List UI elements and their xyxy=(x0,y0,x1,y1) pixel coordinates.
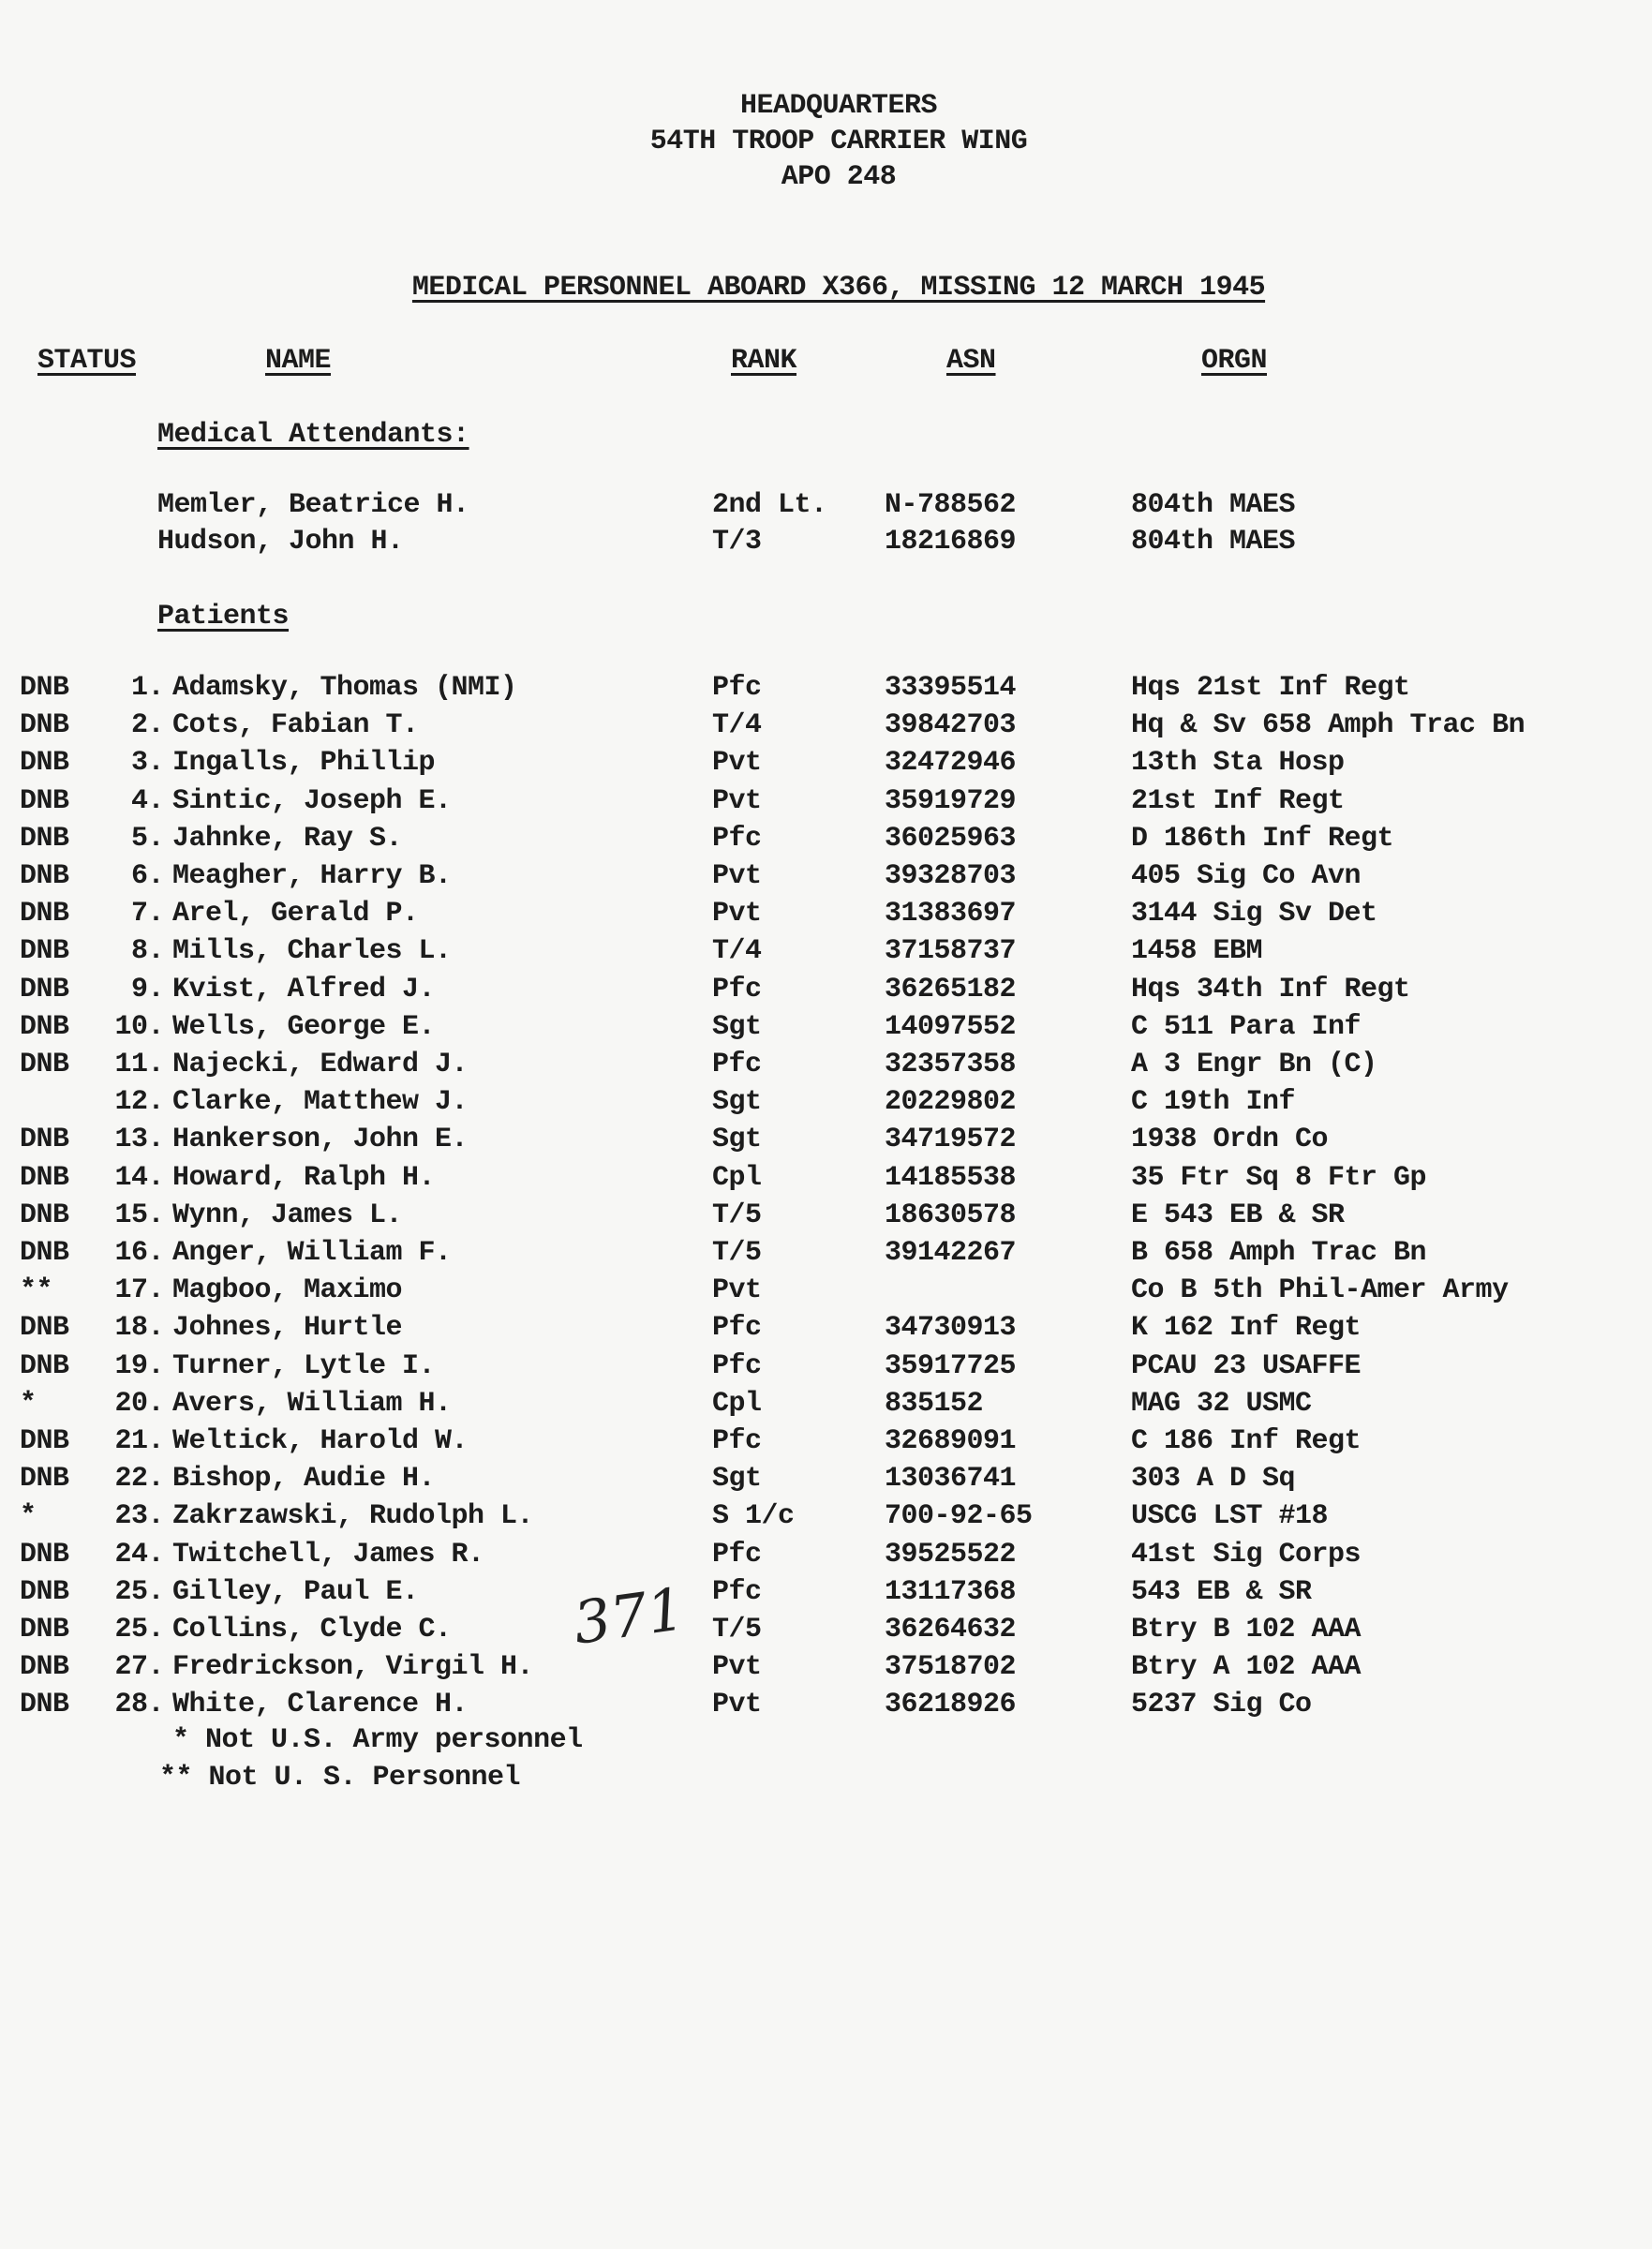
patient-name: Najecki, Edward J. xyxy=(172,1049,469,1080)
footnote-2: ** Not U. S. Personnel xyxy=(159,1762,521,1794)
patient-asn: 39142267 xyxy=(885,1237,1017,1269)
patient-name: Johnes, Hurtle xyxy=(172,1312,403,1345)
patient-name: Howard, Ralph H. xyxy=(172,1161,436,1194)
patient-status: DNB xyxy=(20,1538,69,1571)
patient-asn: 36265182 xyxy=(885,973,1017,1005)
patient-number: 15. xyxy=(114,1199,164,1231)
patient-status: DNB xyxy=(20,935,69,968)
patient-rank: Pfc xyxy=(712,1425,762,1457)
patient-asn: 35919729 xyxy=(885,784,1017,817)
patient-name: Magboo, Maximo xyxy=(172,1274,403,1307)
patient-status: DNB xyxy=(20,898,69,931)
patient-rank: Pfc xyxy=(712,672,762,704)
patient-number: 12. xyxy=(114,1086,164,1119)
attendant-name: Memler, Beatrice H. xyxy=(157,489,469,521)
col-asn: ASN xyxy=(946,345,996,377)
patient-orgn: 13th Sta Hosp xyxy=(1131,747,1345,780)
patient-status: DNB xyxy=(20,822,69,855)
patient-name: Mills, Charles L. xyxy=(172,935,452,968)
patient-asn: 39842703 xyxy=(885,709,1017,742)
patient-number: 6. xyxy=(130,860,164,892)
attendant-orgn: 804th MAES xyxy=(1131,526,1296,558)
patient-status: DNB xyxy=(20,1124,69,1156)
patient-status: DNB xyxy=(20,1010,69,1043)
patient-asn: 36025963 xyxy=(885,822,1017,855)
col-orgn: ORGN xyxy=(1201,345,1268,377)
patient-status: DNB xyxy=(20,1312,69,1345)
patient-status: ** xyxy=(20,1274,53,1307)
patient-asn: 34719572 xyxy=(885,1124,1017,1156)
patient-orgn: Btry A 102 AAA xyxy=(1131,1651,1362,1684)
patient-number: 1. xyxy=(130,672,164,704)
patient-status: DNB xyxy=(20,784,69,817)
patient-number: 11. xyxy=(114,1049,164,1080)
patient-rank: S 1/c xyxy=(712,1500,795,1533)
patient-status: DNB xyxy=(20,747,69,780)
patient-orgn: B 658 Amph Trac Bn xyxy=(1131,1237,1427,1269)
patient-status: DNB xyxy=(20,1689,69,1721)
patient-status: * xyxy=(20,1500,37,1533)
patient-asn: 14185538 xyxy=(885,1161,1017,1194)
patient-orgn: C 186 Inf Regt xyxy=(1131,1425,1362,1457)
patient-name: Clarke, Matthew J. xyxy=(172,1086,469,1119)
patient-name: Bishop, Audie H. xyxy=(172,1463,436,1496)
attendant-asn: 18216869 xyxy=(885,526,1017,558)
col-name: NAME xyxy=(265,345,332,377)
patient-status: DNB xyxy=(20,973,69,1005)
patient-number: 5. xyxy=(130,822,164,855)
patient-status: DNB xyxy=(20,1161,69,1194)
patient-status: DNB xyxy=(20,860,69,892)
patient-name: Ingalls, Phillip xyxy=(172,747,436,780)
patient-asn: 14097552 xyxy=(885,1010,1017,1043)
patient-status: DNB xyxy=(20,1199,69,1231)
patient-asn: 32357358 xyxy=(885,1049,1017,1080)
patient-rank: Sgt xyxy=(712,1010,762,1043)
patient-asn: 36218926 xyxy=(885,1689,1017,1721)
header-line-1: HEADQUARTERS xyxy=(739,90,938,122)
patient-asn: 20229802 xyxy=(885,1086,1017,1119)
patient-orgn: Hq & Sv 658 Amph Trac Bn xyxy=(1131,709,1525,742)
patient-number: 14. xyxy=(114,1161,164,1194)
patient-rank: Pfc xyxy=(712,1349,762,1382)
patient-orgn: 21st Inf Regt xyxy=(1131,784,1345,817)
patient-status: * xyxy=(20,1387,37,1420)
patient-name: Cots, Fabian T. xyxy=(172,709,419,742)
patient-asn: 39525522 xyxy=(885,1538,1017,1571)
patient-rank: Pfc xyxy=(712,1312,762,1345)
patient-number: 8. xyxy=(130,935,164,968)
patient-name: Weltick, Harold W. xyxy=(172,1425,469,1457)
patient-rank: Pvt xyxy=(712,747,762,780)
patient-number: 17. xyxy=(114,1274,164,1307)
patient-orgn: A 3 Engr Bn (C) xyxy=(1131,1049,1377,1080)
patient-orgn: 3144 Sig Sv Det xyxy=(1131,898,1377,931)
patient-orgn: K 162 Inf Regt xyxy=(1131,1312,1362,1345)
patient-number: 25. xyxy=(114,1575,164,1608)
patient-status: DNB xyxy=(20,1237,69,1269)
patient-name: Wells, George E. xyxy=(172,1010,436,1043)
patient-name: Gilley, Paul E. xyxy=(172,1575,419,1608)
patient-name: Zakrzawski, Rudolph L. xyxy=(172,1500,534,1533)
patient-number: 16. xyxy=(114,1237,164,1269)
patient-orgn: E 543 EB & SR xyxy=(1131,1199,1345,1231)
col-rank: RANK xyxy=(731,345,797,377)
patient-number: 23. xyxy=(114,1500,164,1533)
patient-rank: Pvt xyxy=(712,1274,762,1307)
patient-rank: Pvt xyxy=(712,898,762,931)
patient-rank: Pfc xyxy=(712,822,762,855)
patient-rank: T/4 xyxy=(712,935,762,968)
patient-name: Arel, Gerald P. xyxy=(172,898,419,931)
patient-asn: 35917725 xyxy=(885,1349,1017,1382)
patient-orgn: Hqs 21st Inf Regt xyxy=(1131,672,1410,704)
patient-status: DNB xyxy=(20,672,69,704)
patient-asn: 13036741 xyxy=(885,1463,1017,1496)
patient-status: DNB xyxy=(20,1463,69,1496)
patient-asn: 700-92-65 xyxy=(885,1500,1033,1533)
patient-orgn: 41st Sig Corps xyxy=(1131,1538,1362,1571)
patient-asn: 37158737 xyxy=(885,935,1017,968)
patient-status: DNB xyxy=(20,1651,69,1684)
patient-status: DNB xyxy=(20,1049,69,1080)
patient-asn: 13117368 xyxy=(885,1575,1017,1608)
patient-orgn: Btry B 102 AAA xyxy=(1131,1614,1362,1646)
patient-orgn: C 511 Para Inf xyxy=(1131,1010,1362,1043)
patient-name: Meagher, Harry B. xyxy=(172,860,452,892)
patient-asn: 36264632 xyxy=(885,1614,1017,1646)
patient-rank: Sgt xyxy=(712,1124,762,1156)
handwritten-annotation: 371 xyxy=(569,1574,689,1658)
patient-rank: T/5 xyxy=(712,1199,762,1231)
patient-status: DNB xyxy=(20,1425,69,1457)
patient-rank: Pfc xyxy=(712,1538,762,1571)
patient-asn: 31383697 xyxy=(885,898,1017,931)
patient-name: Adamsky, Thomas (NMI) xyxy=(172,672,517,704)
patient-name: Fredrickson, Virgil H. xyxy=(172,1651,534,1684)
patient-orgn: 405 Sig Co Avn xyxy=(1131,860,1362,892)
patient-orgn: Hqs 34th Inf Regt xyxy=(1131,973,1410,1005)
patient-rank: Pfc xyxy=(712,1575,762,1608)
patient-name: Turner, Lytle I. xyxy=(172,1349,436,1382)
patient-number: 21. xyxy=(114,1425,164,1457)
patient-orgn: 35 Ftr Sq 8 Ftr Gp xyxy=(1131,1161,1427,1194)
patient-rank: Sgt xyxy=(712,1086,762,1119)
patient-asn: 18630578 xyxy=(885,1199,1017,1231)
header-line-2: 54TH TROOP CARRIER WING xyxy=(649,126,1028,157)
patient-number: 25. xyxy=(114,1614,164,1646)
patient-number: 9. xyxy=(130,973,164,1005)
patient-number: 7. xyxy=(130,898,164,931)
patient-orgn: 5237 Sig Co xyxy=(1131,1689,1312,1721)
col-status: STATUS xyxy=(37,345,137,377)
attendant-rank: 2nd Lt. xyxy=(712,489,827,521)
patient-name: Kvist, Alfred J. xyxy=(172,973,436,1005)
patient-name: Sintic, Joseph E. xyxy=(172,784,452,817)
patient-orgn: Co B 5th Phil-Amer Army xyxy=(1131,1274,1509,1307)
patient-number: 28. xyxy=(114,1689,164,1721)
patient-name: Anger, William F. xyxy=(172,1237,452,1269)
document-title: MEDICAL PERSONNEL ABOARD X366, MISSING 12 MARCH 1945 xyxy=(411,272,1266,304)
patient-orgn: C 19th Inf xyxy=(1131,1086,1296,1119)
patient-orgn: 303 A D Sq xyxy=(1131,1463,1296,1496)
patient-rank: T/5 xyxy=(712,1614,762,1646)
patient-name: Twitchell, James R. xyxy=(172,1538,484,1571)
patient-orgn: MAG 32 USMC xyxy=(1131,1387,1312,1420)
patient-orgn: D 186th Inf Regt xyxy=(1131,822,1394,855)
patient-rank: Sgt xyxy=(712,1463,762,1496)
patient-name: Hankerson, John E. xyxy=(172,1124,469,1156)
attendant-asn: N-788562 xyxy=(885,489,1017,521)
patient-asn: 835152 xyxy=(885,1387,984,1420)
patient-asn: 33395514 xyxy=(885,672,1017,704)
patient-number: 3. xyxy=(130,747,164,780)
patient-status: DNB xyxy=(20,1614,69,1646)
patient-asn: 37518702 xyxy=(885,1651,1017,1684)
patient-asn: 32472946 xyxy=(885,747,1017,780)
patient-status: DNB xyxy=(20,709,69,742)
patient-rank: Pfc xyxy=(712,973,762,1005)
patient-rank: Cpl xyxy=(712,1387,762,1420)
patient-number: 22. xyxy=(114,1463,164,1496)
patient-status: DNB xyxy=(20,1349,69,1382)
patient-number: 13. xyxy=(114,1124,164,1156)
patient-orgn: 1458 EBM xyxy=(1131,935,1263,968)
patient-asn: 39328703 xyxy=(885,860,1017,892)
patient-number: 24. xyxy=(114,1538,164,1571)
header-line-3: APO 248 xyxy=(781,161,897,193)
patient-rank: Pvt xyxy=(712,1651,762,1684)
patient-rank: Pvt xyxy=(712,784,762,817)
patient-name: Collins, Clyde C. xyxy=(172,1614,452,1646)
patients-heading: Patients xyxy=(157,601,290,633)
attendants-heading: Medical Attendants: xyxy=(157,419,469,451)
patient-number: 18. xyxy=(114,1312,164,1345)
patient-number: 2. xyxy=(130,709,164,742)
patient-name: Wynn, James L. xyxy=(172,1199,403,1231)
patient-orgn: 1938 Ordn Co xyxy=(1131,1124,1329,1156)
patient-rank: T/5 xyxy=(712,1237,762,1269)
patient-rank: T/4 xyxy=(712,709,762,742)
patient-asn: 32689091 xyxy=(885,1425,1017,1457)
patient-name: White, Clarence H. xyxy=(172,1689,469,1721)
footnote-1: * Not U.S. Army personnel xyxy=(172,1724,583,1756)
patient-orgn: PCAU 23 USAFFE xyxy=(1131,1349,1362,1382)
attendant-orgn: 804th MAES xyxy=(1131,489,1296,521)
patient-orgn: 543 EB & SR xyxy=(1131,1575,1312,1608)
patient-rank: Cpl xyxy=(712,1161,762,1194)
patient-number: 20. xyxy=(114,1387,164,1420)
attendant-rank: T/3 xyxy=(712,526,762,558)
patient-status: DNB xyxy=(20,1575,69,1608)
patient-rank: Pvt xyxy=(712,860,762,892)
patient-number: 27. xyxy=(114,1651,164,1684)
patient-rank: Pfc xyxy=(712,1049,762,1080)
attendant-name: Hudson, John H. xyxy=(157,526,404,558)
patient-number: 19. xyxy=(114,1349,164,1382)
patient-number: 4. xyxy=(130,784,164,817)
patient-orgn: USCG LST #18 xyxy=(1131,1500,1329,1533)
patient-rank: Pvt xyxy=(712,1689,762,1721)
patient-name: Jahnke, Ray S. xyxy=(172,822,403,855)
patient-number: 10. xyxy=(114,1010,164,1043)
patient-asn: 34730913 xyxy=(885,1312,1017,1345)
patient-name: Avers, William H. xyxy=(172,1387,452,1420)
